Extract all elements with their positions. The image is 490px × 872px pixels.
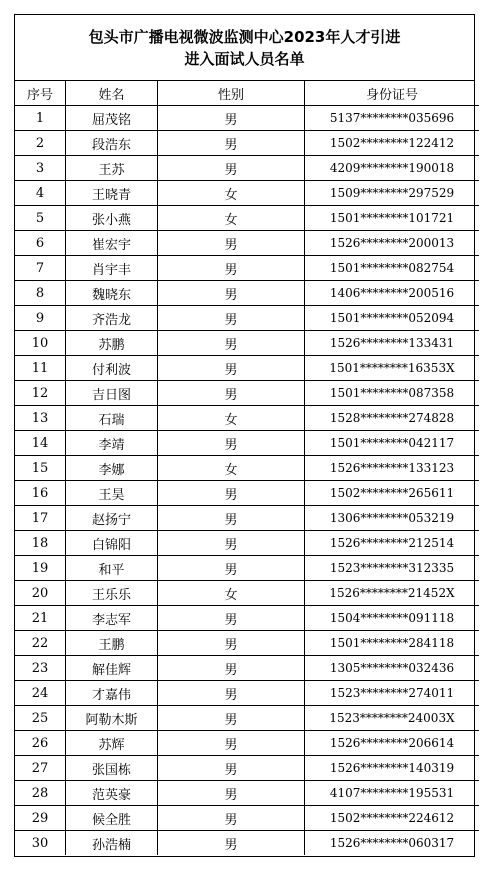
table-row xyxy=(15,756,479,781)
cell-id-number: 1528********274828 xyxy=(305,406,480,431)
table-row xyxy=(15,456,479,481)
cell-name: 王昊 xyxy=(66,481,158,506)
table-row xyxy=(15,206,479,231)
cell-number: 1 xyxy=(15,106,66,131)
cell-name: 王乐乐 xyxy=(66,581,158,606)
cell-number: 2 xyxy=(15,131,66,156)
cell-gender: 男 xyxy=(158,656,305,681)
cell-id-number: 1501********087358 xyxy=(305,381,480,406)
cell-gender: 男 xyxy=(158,431,305,456)
document-title xyxy=(15,15,474,81)
table-row xyxy=(15,306,479,331)
table-row xyxy=(15,606,479,631)
cell-gender: 男 xyxy=(158,506,305,531)
cell-id-number: 1523********24003X xyxy=(305,706,480,731)
cell-name: 阿勒木斯 xyxy=(66,706,158,731)
table-row xyxy=(15,406,479,431)
table-row xyxy=(15,256,479,281)
table-row xyxy=(15,831,479,856)
cell-id-number: 4209********190018 xyxy=(305,156,480,181)
cell-name: 李志军 xyxy=(66,606,158,631)
cell-gender: 男 xyxy=(158,306,305,331)
cell-name: 崔宏宇 xyxy=(66,231,158,256)
table-row xyxy=(15,281,479,306)
table-header-row xyxy=(15,81,479,106)
cell-id-number: 1502********265611 xyxy=(305,481,480,506)
cell-id-number: 1526********140319 xyxy=(305,756,480,781)
cell-id-number: 1526********060317 xyxy=(329,836,455,850)
cell-id-number: 1523********274011 xyxy=(305,681,480,706)
cell-number: 3 xyxy=(15,156,66,181)
cell-gender: 男 xyxy=(158,281,305,306)
table-row xyxy=(15,531,479,556)
cell-id-number: 5137********035696 xyxy=(305,106,480,131)
table-row xyxy=(15,481,479,506)
table-row xyxy=(15,131,479,156)
cell-gender: 女 xyxy=(158,181,305,206)
cell-name: 赵扬宁 xyxy=(66,506,158,531)
cell-id-number: 1501********052094 xyxy=(305,306,480,331)
cell-id-number: 1526********133431 xyxy=(305,331,480,356)
cell-number: 6 xyxy=(15,231,66,256)
cell-id-number: 4107********195531 xyxy=(305,781,480,806)
cell-id-number: 1501********16353X xyxy=(305,356,480,381)
cell-gender: 男 xyxy=(158,806,305,831)
cell-number: 22 xyxy=(15,631,66,656)
cell-name: 张国栋 xyxy=(66,756,158,781)
cell-id-number: 1509********297529 xyxy=(305,181,480,206)
cell-id-number: 1306********053219 xyxy=(305,506,480,531)
cell-number: 29 xyxy=(15,806,66,831)
cell-id-number: 1501********284118 xyxy=(305,631,480,656)
cell-name: 付利波 xyxy=(66,356,158,381)
cell-name: 肖宇丰 xyxy=(66,256,158,281)
cell-gender: 女 xyxy=(158,456,305,481)
cell-id-number: 1526********21452X xyxy=(305,581,480,606)
cell-number: 26 xyxy=(15,731,66,756)
cell-number: 21 xyxy=(15,606,66,631)
cell-number: 8 xyxy=(15,281,66,306)
cell-name: 齐浩龙 xyxy=(66,306,158,331)
table-row xyxy=(15,556,479,581)
cell-number: 19 xyxy=(15,556,66,581)
table-body xyxy=(15,106,479,856)
cell-gender: 男 xyxy=(158,556,305,581)
cell-gender: 男 xyxy=(158,706,305,731)
table-row xyxy=(15,181,479,206)
cell-name: 魏晓东 xyxy=(66,281,158,306)
cell-id-number: 1502********122412 xyxy=(305,131,480,156)
cell-gender: 女 xyxy=(158,581,305,606)
table-row xyxy=(15,806,479,831)
table-row xyxy=(15,156,479,181)
header-gender: 性别 xyxy=(158,81,305,106)
cell-number: 30 xyxy=(15,831,66,856)
table-row xyxy=(15,581,479,606)
cell-number: 14 xyxy=(15,431,66,456)
table-row xyxy=(15,656,479,681)
cell-id-number: 1502********224612 xyxy=(305,806,480,831)
cell-number: 16 xyxy=(15,481,66,506)
cell-id-number: 1504********091118 xyxy=(305,606,480,631)
cell-name: 才嘉伟 xyxy=(66,681,158,706)
candidate-list-document xyxy=(14,14,475,857)
cell-gender: 男 xyxy=(158,131,305,156)
cell-name: 段浩东 xyxy=(66,131,158,156)
cell-gender: 男 xyxy=(158,481,305,506)
cell-gender: 男 xyxy=(158,381,305,406)
cell-id-number: 1501********082754 xyxy=(305,256,480,281)
cell-number: 23 xyxy=(15,656,66,681)
cell-name: 吉日图 xyxy=(66,381,158,406)
cell-id-number: 1526********133123 xyxy=(305,456,480,481)
table-row xyxy=(15,431,479,456)
cell-name: 王鹏 xyxy=(66,631,158,656)
cell-id-number: 1526********212514 xyxy=(305,531,480,556)
cell-name: 苏辉 xyxy=(66,731,158,756)
cell-number: 15 xyxy=(15,456,66,481)
cell-gender: 男 xyxy=(158,256,305,281)
cell-number: 25 xyxy=(15,706,66,731)
cell-number: 24 xyxy=(15,681,66,706)
cell-name: 范英豪 xyxy=(66,781,158,806)
cell-name: 屈茂铭 xyxy=(66,106,158,131)
cell-id-number: 1526********206614 xyxy=(305,731,480,756)
header-name: 姓名 xyxy=(66,81,158,106)
cell-gender: 男 xyxy=(158,731,305,756)
cell-name: 白锦阳 xyxy=(66,531,158,556)
cell-name: 孙浩楠 xyxy=(66,831,158,856)
table-row xyxy=(15,506,479,531)
cell-number: 17 xyxy=(15,506,66,531)
table-row xyxy=(15,331,479,356)
cell-name: 苏鹏 xyxy=(66,331,158,356)
table-row xyxy=(15,681,479,706)
cell-name: 候全胜 xyxy=(66,806,158,831)
cell-gender: 男 xyxy=(158,681,305,706)
table-row xyxy=(15,106,479,131)
table-row xyxy=(15,356,479,381)
cell-id-number: 1501********101721 xyxy=(305,206,480,231)
cell-number: 28 xyxy=(15,781,66,806)
table-row xyxy=(15,381,479,406)
cell-gender: 男 xyxy=(158,831,305,856)
cell-number: 13 xyxy=(15,406,66,431)
cell-name: 石瑞 xyxy=(66,406,158,431)
table-row xyxy=(15,706,479,731)
cell-name: 王苏 xyxy=(66,156,158,181)
cell-gender: 男 xyxy=(158,106,305,131)
cell-number: 10 xyxy=(15,331,66,356)
cell-gender: 男 xyxy=(158,756,305,781)
cell-number: 11 xyxy=(15,356,66,381)
cell-gender: 男 xyxy=(158,356,305,381)
cell-gender: 男 xyxy=(158,156,305,181)
cell-gender: 女 xyxy=(158,406,305,431)
cell-gender: 男 xyxy=(158,231,305,256)
cell-number: 9 xyxy=(15,306,66,331)
cell-number: 20 xyxy=(15,581,66,606)
cell-name: 李靖 xyxy=(66,431,158,456)
table-row xyxy=(15,781,479,806)
title-line-2: 进入面试人员名单 xyxy=(184,49,305,68)
cell-number: 7 xyxy=(15,256,66,281)
cell-number: 12 xyxy=(15,381,66,406)
cell-name: 李娜 xyxy=(66,456,158,481)
cell-id-number: 1526********200013 xyxy=(305,231,480,256)
title-line-1: 包头市广播电视微波监测中心2023年人才引进 xyxy=(88,27,401,46)
cell-name: 和平 xyxy=(66,556,158,581)
cell-number: 18 xyxy=(15,531,66,556)
cell-gender: 男 xyxy=(158,331,305,356)
cell-gender: 男 xyxy=(158,531,305,556)
candidate-table xyxy=(15,81,479,855)
cell-id-number: 1305********032436 xyxy=(305,656,480,681)
cell-number: 27 xyxy=(15,756,66,781)
cell-id-number: 1501********042117 xyxy=(305,431,480,456)
table-row xyxy=(15,231,479,256)
cell-gender: 男 xyxy=(158,606,305,631)
cell-name: 王晓青 xyxy=(66,181,158,206)
table-row xyxy=(15,731,479,756)
cell-id-number: 1523********312335 xyxy=(305,556,480,581)
cell-name: 解佳辉 xyxy=(66,656,158,681)
table-row xyxy=(15,631,479,656)
cell-gender: 女 xyxy=(158,206,305,231)
header-id-number: 身份证号 xyxy=(305,81,480,106)
cell-gender: 男 xyxy=(158,781,305,806)
cell-number: 4 xyxy=(15,181,66,206)
cell-number: 5 xyxy=(15,206,66,231)
cell-name: 张小燕 xyxy=(66,206,158,231)
cell-gender: 男 xyxy=(158,631,305,656)
cell-id-number: 1406********200516 xyxy=(305,281,480,306)
header-number: 序号 xyxy=(15,81,66,106)
